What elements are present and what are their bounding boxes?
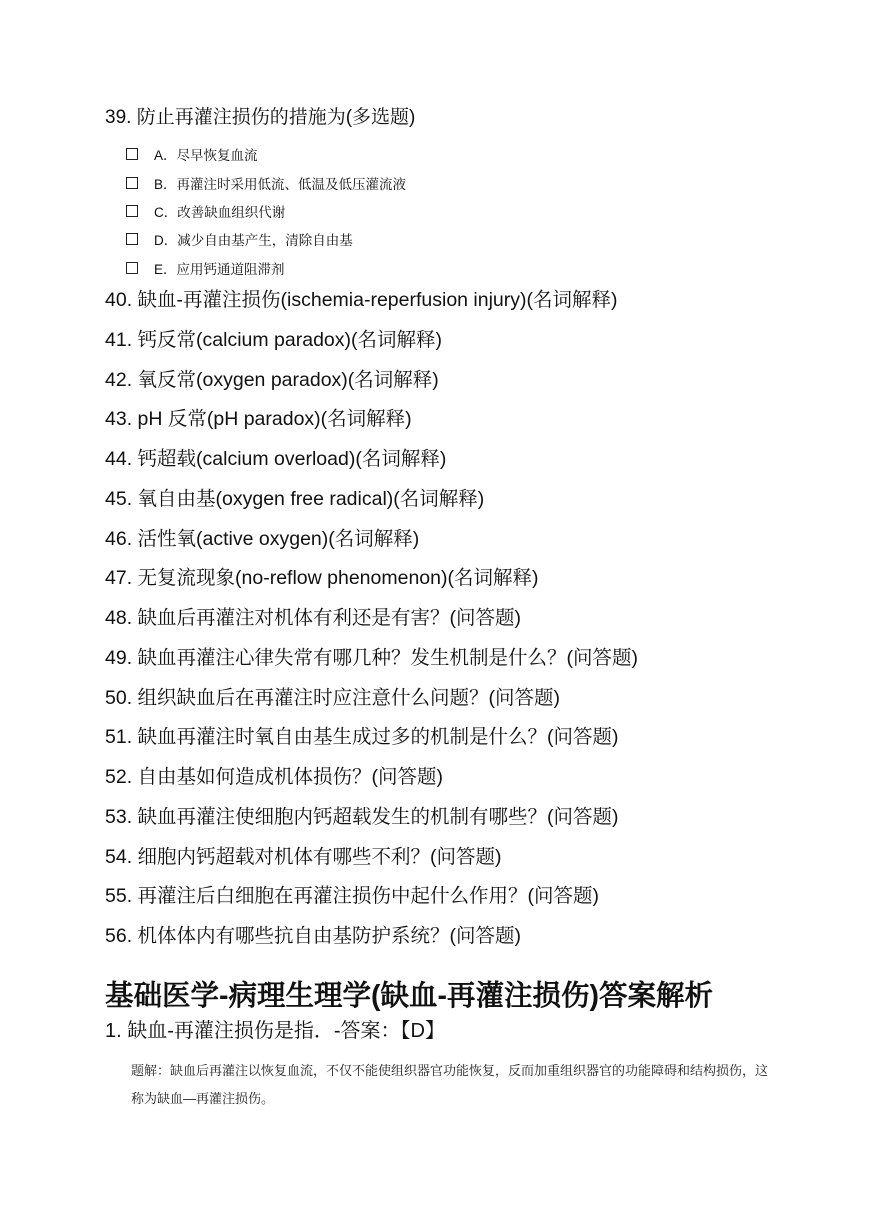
option-e[interactable] xyxy=(126,254,726,282)
checkbox-icon[interactable] xyxy=(126,148,138,160)
question-39-options xyxy=(126,140,726,282)
question-42: 42. 氧反常(oxygen paradox)(名词解释) xyxy=(105,368,439,391)
question-51: 51. 缺血再灌注时氧自由基生成过多的机制是什么？(问答题) xyxy=(105,726,619,749)
checkbox-icon[interactable] xyxy=(126,262,138,274)
checkbox-icon[interactable] xyxy=(126,177,138,189)
question-49: 49. 缺血再灌注心律失常有哪几种？发生机制是什么？(问答题) xyxy=(105,646,639,669)
question-48: 48. 缺血后再灌注对机体有利还是有害？(问答题) xyxy=(105,607,522,629)
question-54: 54. 细胞内钙超载对机体有哪些不利？(问答题) xyxy=(105,845,502,868)
answer-1: 1. 缺血-再灌注损伤是指．-答案：【D】 xyxy=(105,1020,445,1042)
question-56: 56. 机体体内有哪些抗自由基防护系统？(问答题) xyxy=(105,925,522,947)
question-52: 52. 自由基如何造成机体损伤？(问答题) xyxy=(105,766,444,788)
option-label: E．应用钙通道阻滞剂 xyxy=(154,261,285,277)
question-list xyxy=(105,285,825,961)
answers-section-title: 基础医学-病理生理学(缺血-再灌注损伤)答案解析 xyxy=(105,980,713,1012)
question-55: 55. 再灌注后白细胞在再灌注损伤中起什么作用？(问答题) xyxy=(105,885,600,908)
question-53: 53. 缺血再灌注使细胞内钙超载发生的机制有哪些？(问答题) xyxy=(105,805,619,828)
option-d[interactable] xyxy=(126,225,726,253)
question-41: 41. 钙反常(calcium paradox)(名词解释) xyxy=(105,328,442,351)
option-label: B．再灌注时采用低流、低温及低压灌流液 xyxy=(154,176,407,192)
option-label: C．改善缺血组织代谢 xyxy=(154,204,286,220)
option-c[interactable] xyxy=(126,197,726,225)
question-39-title: 39. 防止再灌注损伤的措施为(多选题) xyxy=(105,107,416,128)
option-a[interactable] xyxy=(126,140,726,168)
checkbox-icon[interactable] xyxy=(126,205,138,217)
option-label: A．尽早恢复血流 xyxy=(154,148,258,164)
checkbox-icon[interactable] xyxy=(126,233,138,245)
answer-1-explanation: 题解：缺血后再灌注以恢复血流，不仅不能使组织器官功能恢复，反而加重组织器官的功能障碍和结构损伤，这称为缺血—再灌注损伤。 xyxy=(131,1063,769,1106)
question-43: 43. pH 反常(pH paradox)(名词解释) xyxy=(105,408,412,431)
question-40: 40. 缺血-再灌注损伤(ischemia-reperfusion injury)(名词解释) xyxy=(105,289,618,311)
question-44: 44. 钙超载(calcium overload)(名词解释) xyxy=(105,448,447,470)
option-b[interactable] xyxy=(126,168,726,196)
option-label: D．减少自由基产生，清除自由基 xyxy=(154,233,353,249)
question-47: 47. 无复流现象(no-reflow phenomenon)(名词解释) xyxy=(105,567,539,590)
question-46: 46. 活性氧(active oxygen)(名词解释) xyxy=(105,527,420,550)
question-50: 50. 组织缺血后在再灌注时应注意什么问题？(问答题) xyxy=(105,686,561,709)
question-45: 45. 氧自由基(oxygen free radical)(名词解释) xyxy=(105,487,485,510)
